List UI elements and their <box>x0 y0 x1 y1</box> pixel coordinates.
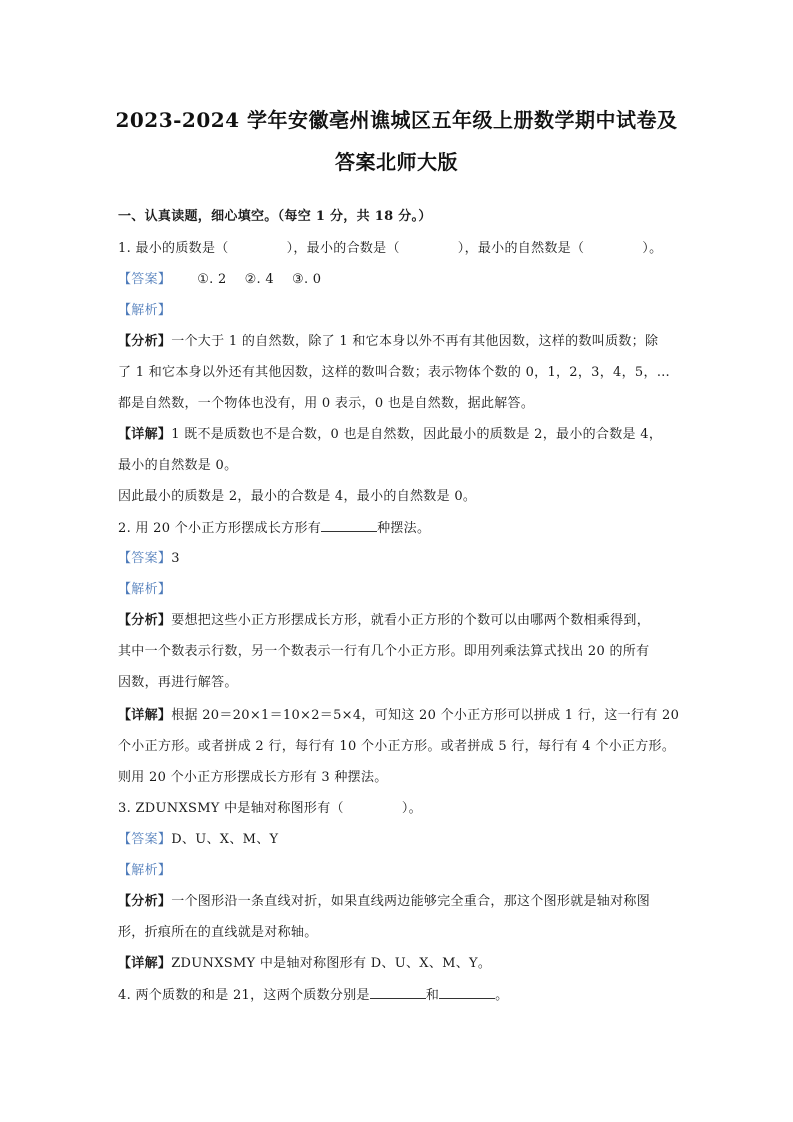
question-number: 2. <box>118 521 132 536</box>
question-text: ），最小的合数是（ <box>286 241 400 256</box>
document-title-line-1: 2023-2024 学年安徽亳州谯城区五年级上册数学期中试卷及 <box>115 108 678 132</box>
detail-label: 【详解】 <box>118 708 172 723</box>
detail-label: 【详解】 <box>118 956 172 971</box>
detail-text: 根据 20＝20×1＝10×2＝5×4，可知这 20 个小正方形可以拼成 1 行，这一行有 20 <box>171 708 680 723</box>
answer-label: 【答案】 <box>118 832 172 847</box>
answer-blank <box>370 986 426 999</box>
analysis-text: 形，折痕所在的直线就是对称轴。 <box>118 925 318 940</box>
analysis-text: 因数，再进行解答。 <box>118 675 238 690</box>
analysis-text: 都是自然数，一个物体也没有，用 0 表示，0 也是自然数，据此解答。 <box>118 396 535 411</box>
answer-item: ①. 2 <box>197 272 227 287</box>
answer-label: 【答案】 <box>118 272 172 287</box>
answer-blank <box>321 519 377 532</box>
detail-text: 个小正方形。或者拼成 2 行，每行有 10 个小正方形。或者拼成 5 行，每行有 4 个小正方形。 <box>118 739 676 754</box>
question-text: 用 20 个小正方形摆成长方形有 <box>135 521 322 536</box>
question-text: ZDUNXSMY 中是轴对称图形有（ <box>135 801 344 816</box>
question-2 <box>118 519 680 538</box>
question-text: 。 <box>495 988 509 1003</box>
question-3 <box>118 800 680 818</box>
analysis-text: 了 1 和它本身以外还有其他因数，这样的数叫合数；表示物体个数的 0，1，2，3，4，5，… <box>118 365 671 380</box>
answer-row <box>118 271 680 289</box>
analysis-text: 一个大于 1 的自然数，除了 1 和它本身以外不再有其他因数，这样的数叫质数；除 <box>171 334 659 349</box>
answer-row <box>118 831 680 849</box>
detail-paragraph <box>118 955 680 973</box>
question-text: ）。 <box>642 241 663 256</box>
question-number: 4. <box>118 988 132 1003</box>
analysis-text: 其中一个数表示行数，另一个数表示一行有几个小正方形。即用列乘法算式找出 20 的所有 <box>118 644 650 659</box>
question-text: 最小的质数是（ <box>135 241 229 256</box>
answer-item: ③. 0 <box>291 272 322 287</box>
answer-blank <box>439 986 495 999</box>
detail-text: 因此最小的质数是 2，最小的合数是 4，最小的自然数是 0。 <box>118 489 477 504</box>
question-text: ），最小的自然数是（ <box>457 241 585 256</box>
answer-row <box>118 550 680 568</box>
detail-text: 最小的自然数是 0。 <box>118 458 238 473</box>
answer-item: ②. 4 <box>244 272 274 287</box>
analysis-paragraph <box>118 893 680 911</box>
document-title-line-2: 答案北师大版 <box>335 150 458 174</box>
question-text: 两个质数的和是 21，这两个质数分别是 <box>135 988 370 1003</box>
analysis-label: 【分析】 <box>118 894 172 909</box>
analysis-header-label: 【解析】 <box>118 863 172 878</box>
answer-label: 【答案】 <box>118 551 172 566</box>
section-heading: 一、认真读题，细心填空。（每空 1 分，共 18 分。） <box>118 209 432 224</box>
analysis-paragraph <box>118 612 680 630</box>
analysis-label: 【分析】 <box>118 613 172 628</box>
analysis-text: 要想把这些小正方形摆成长方形，就看小正方形的个数可以由哪两个数相乘得到， <box>171 613 651 628</box>
detail-label: 【详解】 <box>118 427 172 442</box>
analysis-text: 一个图形沿一条直线对折，如果直线两边能够完全重合，那这个图形就是轴对称图 <box>171 894 651 909</box>
answer-value: D、U、X、M、Y <box>171 832 279 847</box>
detail-paragraph <box>118 707 680 725</box>
question-text: ）。 <box>401 801 422 816</box>
analysis-paragraph <box>118 333 680 351</box>
analysis-header-label: 【解析】 <box>118 303 172 318</box>
answer-value: 3 <box>171 551 180 566</box>
analysis-header-label: 【解析】 <box>118 582 172 597</box>
detail-paragraph <box>118 426 680 444</box>
question-text: 和 <box>425 988 440 1003</box>
question-1 <box>118 240 680 258</box>
analysis-label: 【分析】 <box>118 334 172 349</box>
question-number: 3. <box>118 801 132 816</box>
detail-text: 1 既不是质数也不是合数，0 也是自然数，因此最小的质数是 2，最小的合数是 4， <box>171 427 663 442</box>
detail-text: ZDUNXSMY 中是轴对称图形有 D、U、X、M、Y。 <box>171 956 492 971</box>
question-number: 1. <box>118 241 132 256</box>
question-text: 种摆法。 <box>377 521 431 536</box>
question-4 <box>118 986 680 1005</box>
detail-text: 则用 20 个小正方形摆成长方形有 3 种摆法。 <box>118 770 388 785</box>
